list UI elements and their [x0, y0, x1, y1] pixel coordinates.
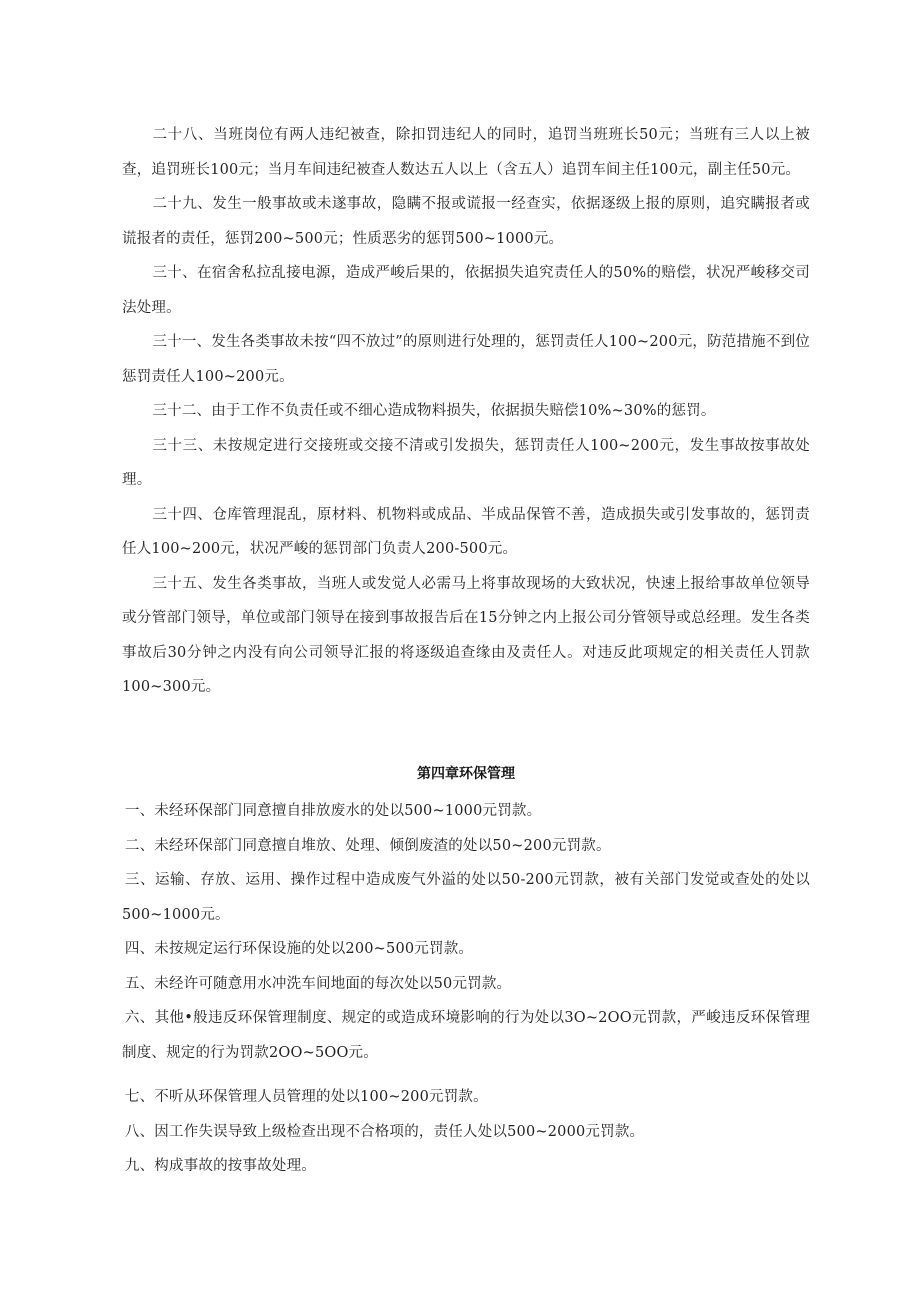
- article-33: 三十三、未按规定进行交接班或交接不清或引发损失，惩罚责任人100~200元，发生事故按事故处理。: [122, 437, 810, 488]
- article-28: 二十八、当班岗位有两人违纪被查，除扣罚违纪人的同时，追罚当班班长50元；当班有三人以上被查，追罚班长100元；当月车间违纪被查人数达五人以上（含五人）追罚车间主任100元，副主任50元。: [122, 127, 810, 178]
- article-34: 三十四、仓库管理混乱，原材料、机物料或成品、半成品保管不善，造成损失或引发事故的，惩罚责任人100~200元，状况严峻的惩罚部门负责人200-500元。: [122, 506, 810, 557]
- article-31: 三十一、发生各类事故未按“四不放过”的原则进行处理的，惩罚责任人100~200元，防范措施不到位惩罚责任人100~200元。: [122, 334, 810, 385]
- penalty-articles: [122, 118, 810, 705]
- chapter-4-environmental: [122, 760, 810, 1184]
- env-item-4: 四、未按规定运行环保设施的处以200~500元罚款。: [124, 941, 474, 957]
- article-35: 三十五、发生各类事故，当班人或发觉人必需马上将事故现场的大致状况，快速上报给事故单位领导或分管部门领导，单位或部门领导在接到事故报告后在15分钟之内上报公司分管领导或总经理。发生各类事故后30分钟之内没有向公司领导汇报的将逐级追查缘由及责任人。对违反此项规定的相关责任人罚款100~300元。: [122, 575, 810, 695]
- env-item-2: 二、未经环保部门同意擅自堆放、处理、倾倒废渣的处以50~200元罚款。: [124, 837, 611, 854]
- article-30: 三十、在宿舍私拉乱接电源，造成严峻后果的，依据损失追究责任人的50%的赔偿，状况严峻移交司法处理。: [122, 265, 810, 316]
- env-item-8: 八、因工作失误导致上级检查出现不合格项的，责任人处以500~2000元罚款。: [124, 1123, 645, 1140]
- env-item-1: 一、未经环保部门同意擅自排放废水的处以500~1000元罚款。: [124, 803, 542, 819]
- env-item-9: 九、构成事故的按事故处理。: [124, 1158, 316, 1174]
- env-item-3: 三、运输、存放、运用、操作过程中造成废气外溢的处以50-200元罚款，被有关部门发觉或查处的处以500~1000元。: [122, 872, 810, 923]
- article-32: 三十二、由于工作不负责任或不细心造成物料损失，依据损失赔偿10%~30%的惩罚。: [152, 403, 716, 419]
- article-29: 二十九、发生一般事故或未遂事故，隐瞒不报或谎报一经查实，依据逐级上报的原则，追究瞒报者或谎报者的责任，惩罚200~500元；性质恶劣的惩罚500~1000元。: [122, 196, 810, 247]
- paragraph-gap: [122, 1070, 810, 1080]
- env-item-7: 七、不听从环保管理人员管理的处以100~200元罚款。: [124, 1089, 488, 1105]
- env-item-5: 五、未经许可随意用水冲洗车间地面的每次处以50元罚款。: [124, 975, 512, 992]
- env-item-6: 六、其他•般违反环保管理制度、规定的或造成环境影响的行为处以3O~2OO元罚款，严峻违反环保管理制度、规定的行为罚款2OO~5OO元。: [122, 1010, 810, 1061]
- chapter-title: 第四章环保管理: [417, 766, 515, 782]
